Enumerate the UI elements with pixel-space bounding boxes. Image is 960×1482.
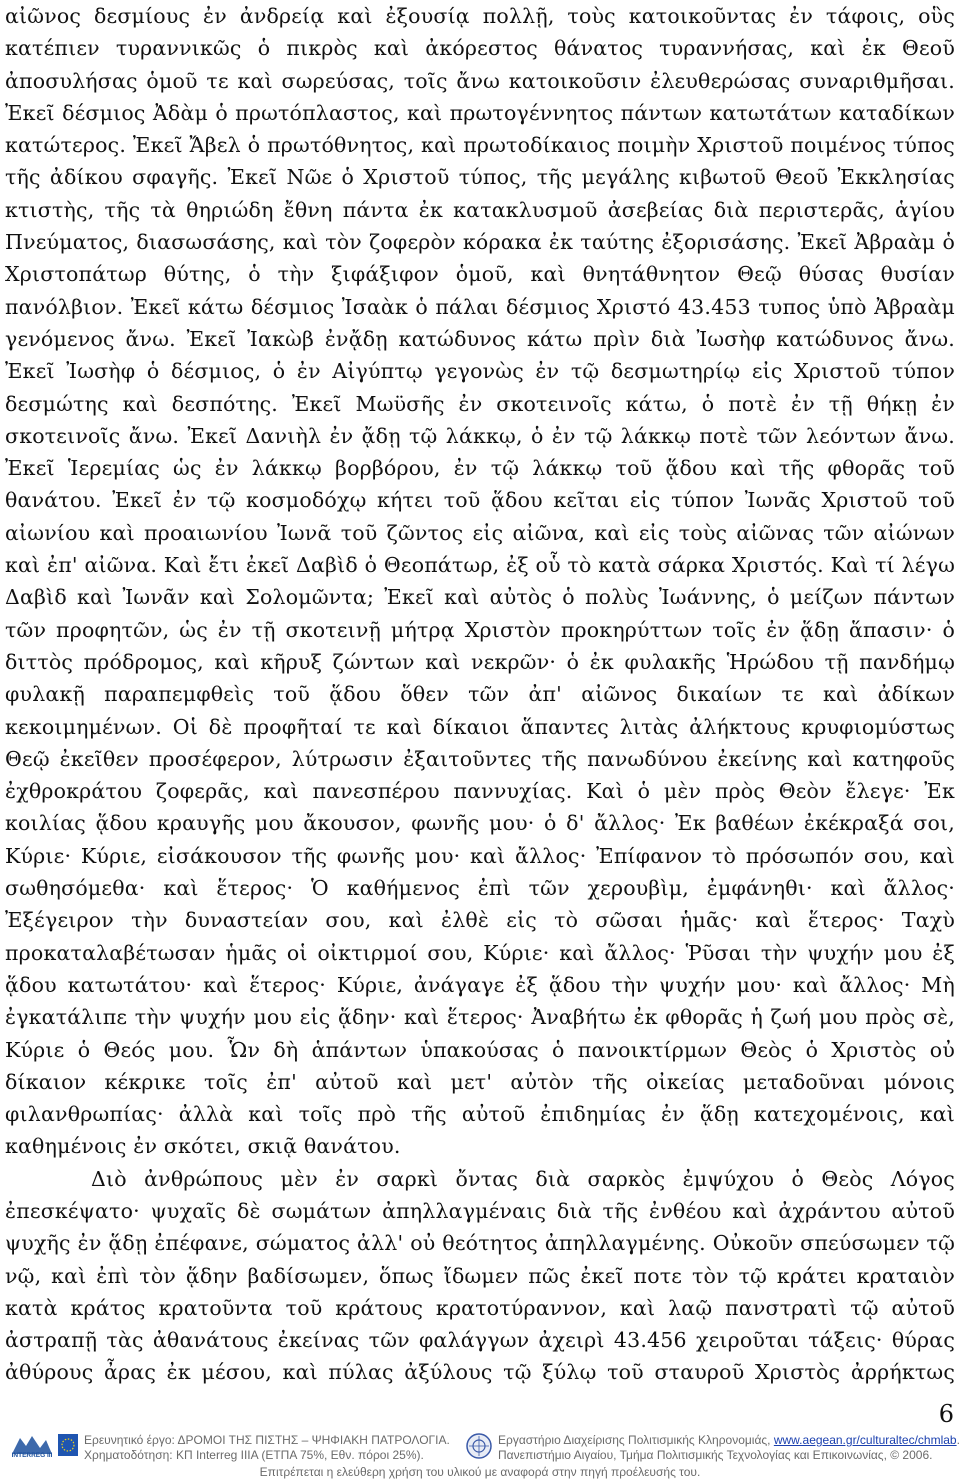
page-number: 6: [938, 1400, 954, 1428]
university-logo-icon: [466, 1433, 492, 1459]
footer-license-line: Επιτρέπεται η ελεύθερη χρήση του υλικού με αναφορά στην πηγή προέλευσής του.: [259, 1465, 701, 1479]
interreg-logo-icon: [10, 1432, 54, 1458]
footer-project-line: Ερευνητικό έργο: ΔΡΟΜΟΙ ΤΗΣ ΠΙΣΤΗΣ – ΨΗΦΙΑΚΗ ΠΑΤΡΟΛΟΓΙΑ.: [84, 1433, 450, 1447]
paragraph-1: αἰῶνος δεσμίους ἐν ἀνδρείᾳ καὶ ἐξουσίᾳ πολλῇ, τοὺς κατοικοῦντας ἐν τάφοις, οὓς κατέπιεν τυραννικῶς ὁ πικρὸς καὶ ἀκόρεστος θάνατος τυραννήσας, καὶ ἐκ Θεοῦ ἀποσυλήσας ὁμοῦ τε καὶ σωρεύσας, τοῖς ἄνω κατοικοῦσιν ἐλευθερώσας συναριθμῆσαι. Ἐκεῖ δέσμιος Ἀδὰμ ὁ πρωτόπλαστος, καὶ πρωτογέννητος πάντων κατωτάτων καταδίκων κατώτερος. Ἐκεῖ Ἄβελ ὁ πρωτόθνητος, καὶ πρωτοδίκαιος ποιμὴν Χριστοῦ ποιμένος τύπος τῆς ἀδίκου σφαγῆς. Ἐκεῖ Νῶε ὁ Χριστοῦ τύπος, τῆς μεγάλης κιβωτοῦ Θεοῦ Ἐκκλησίας κτιστὴς, τῆς τὰ θηριώδη ἔθνη πάντα ἐκ κατακλυσμοῦ ἀσεβείας διὰ περιστερᾶς, ἁγίου Πνεύματος, διασωσάσης, καὶ τὸν ζοφερὸν κόρακα ἐκ ταύτης ἐξορισάσης. Ἐκεῖ Ἀβραὰμ ὁ Χριστοπάτωρ θύτης, ὁ τὴν ξιφάξιφον ὁμοῦ, καὶ θνητάθνητον Θεῷ θύσας θυσίαν πανόλβιον. Ἐκεῖ κάτω δέσμιος Ἰσαὰκ ὁ πάλαι δέσμιος Χριστό 43.453 τυπος ὑπὸ Ἀβραὰμ γενόμενος ἄνω. Ἐκεῖ Ἰακὼβ ἐνᾄδῃ κατώδυνος κάτω πρὶν διὰ Ἰωσὴφ κατώδυνος ἄνω. Ἐκεῖ Ἰωσὴφ ὁ δέσμιος, ὁ ἐν Αἰγύπτῳ γεγονὼς ἐν τῷ δεσμωτηρίῳ εἰς Χριστοῦ τύπον δεσμώτης καὶ δεσπότης. Ἐκεῖ Μωϋσῆς ἐν σκοτεινοῖς κάτω, ὁ ποτὲ ἐν τῇ θήκῃ ἐν σκοτεινοῖς ἄνω. Ἐκεῖ Δανιὴλ ἐν ᾄδῃ τῷ λάκκῳ, ὁ ἐν τῷ λάκκῳ ποτὲ τῶν λεόντων ἄνω. Ἐκεῖ Ἱερεμίας ὡς ἐν λάκκῳ βορβόρου, ἐν τῷ λάκκῳ τοῦ ᾅδου καὶ τῆς φθορᾶς τοῦ θανάτου. Ἐκεῖ ἐν τῷ κοσμοδόχῳ κήτει τοῦ ᾅδου κεῖται εἰς τύπον Ἰωνᾶς Χριστοῦ τοῦ αἰωνίου καὶ προαιωνίου Ἰωνᾶ τοῦ ζῶντος εἰς αἰῶνα, καὶ εἰς τοὺς αἰῶνας τῶν αἰώνων καὶ ἐπ' αἰῶνα. Καὶ ἔτι ἐκεῖ Δαβὶδ ὁ Θεοπάτωρ, ἐξ οὗ τὸ κατὰ σάρκα Χριστός. Καὶ τί λέγω Δαβὶδ καὶ Ἰωνᾶν καὶ Σολομῶντα; Ἐκεῖ καὶ αὐτὸς ὁ πολὺς Ἰωάννης, ὁ μείζων πάντων τῶν προφητῶν, ὡς ἐν τῇ σκοτεινῇ μήτρᾳ Χριστὸν προκηρύττων τοῖς ἐν ᾅδῃ ἅπασιν· ὁ διττὸς πρόδρομος, καὶ κῆρυξ ζώντων καὶ νεκρῶν· ὁ ἐκ φυλακῆς Ἡρώδου τῇ πανδήμῳ φυλακῇ παραπεμφθεὶς τοῦ ᾅδου ὅθεν τῶν ἀπ' αἰῶνος δικαίων τε καὶ ἀδίκων κεκοιμημένων. Οἱ δὲ προφῆταί τε καὶ δίκαιοι ἅπαντες λιτὰς ἀλήκτους κρυφιομύστως Θεῷ ἐκεῖθεν προσέφερον, λύτρωσιν ἐξαιτοῦντες τῆς πανωδύνου ἐκείνης καὶ κατηφοῦς ἐχθροκράτου ζοφερᾶς, καὶ πανεσπέρου παννυχίας. Καὶ ὁ μὲν πρὸς Θεὸν ἔλεγε· Ἐκ κοιλίας ᾅδου κραυγῆς μου ἄκουσον, φωνῆς μου· ὁ δ' ἄλλος· Ἐκ βαθέων ἐκέκραξά σοι, Κύριε· Κύριε, εἰσάκουσον τῆς φωνῆς μου· καὶ ἄλλος· Ἐπίφανον τὸ πρόσωπόν σου, καὶ σωθησόμεθα· καὶ ἕτερος· Ὁ καθήμενος ἐπὶ τῶν χερουβὶμ, ἐμφάνηθι· καὶ ἄλλος· Ἐξέγειρον τὴν δυναστείαν σου, καὶ ἐλθὲ εἰς τὸ σῶσαι ἡμᾶς· καὶ ἕτερος· Ταχὺ προκαταλαβέτωσαν ἡμᾶς οἱ οἰκτιρμοί σου, Κύριε· καὶ ἄλλος· Ῥῦσαι τὴν ψυχήν μου ἐξ ᾅδου κατωτάτου· καὶ ἕτερος· Κύριε, ἀνάγαγε ἐξ ᾅδου τὴν ψυχήν μου· καὶ ἄλλος· Μὴ ἐγκατάλιπε τὴν ψυχήν μου εἰς ᾅδην· καὶ ἕτερος· Ἀναβήτω ἐκ φθορᾶς ἡ ζωή μου πρὸς σὲ, Κύριε ὁ Θεός μου. Ὧν δὴ ἁπάντων ὑπακούσας ὁ πανοικτίρμων Θεὸς ὁ Χριστὸς οὐ δίκαιον κέκρικε τοῖς ἐπ' αὐτοῦ καὶ μετ' αὐτὸν τῆς οἰκείας μεταδοῦναι μόνοις φιλανθρωπίας· ἀλλὰ καὶ τοῖς πρὸ τῆς αὐτοῦ ἐπιδημίας ἐν ᾅδῃ κατεχομένοις, καὶ καθημένοις ἐν σκότει, σκιᾷ θανάτου.: [5, 4, 955, 1159]
paragraph-2: Διὸ ἀνθρώπους μὲν ἐν σαρκὶ ὄντας διὰ σαρκὸς ἐμψύχου ὁ Θεὸς Λόγος ἐπεσκέψατο· ψυχαῖς δὲ σωμάτων ἀπηλλαγμέναις διὰ τῆς ἐνθέου καὶ ἀχράντου αὐτοῦ ψυχῆς ἐν ᾅδῃ ἐπέφανε, σώματος ἀλλ' οὐ θεότητος ἀπηλλαγμένης. Οὐκοῦν σπεύσωμεν τῷ νῷ, καὶ ἐπὶ τὸν ᾅδην βαδίσωμεν, ὅπως ἴδωμεν πῶς ἐκεῖ ποτε τὸν τῷ κράτει κραταιὸν κατὰ κράτος κρατοῦντα τοῦ κράτους κρατοτύραννον, καὶ λαῷ πανστρατὶ τῷ αὐτοῦ ἀστραπῇ τὰς ἀθανάτους ἐκείνας τῶν φαλάγγων ἀχειρὶ 43.456 χειροῦται τάξεις· θύρας ἀθύρους ἆρας ἐκ μέσου, καὶ πύλας ἀξύλους τῷ ξύλῳ τοῦ σταυροῦ Χριστὸς ἀρρήκτως: [5, 1166, 955, 1384]
footer-left-block: [84, 1433, 450, 1463]
interreg-logo-text: INTERREG III: [11, 1452, 53, 1458]
eu-flag-icon: [58, 1434, 78, 1456]
footer-lab-end: .: [956, 1433, 960, 1447]
footer-lab-line: [498, 1433, 958, 1448]
page-footer: [0, 1428, 960, 1482]
document-body: [5, 0, 955, 1384]
footer-lab-link[interactable]: www.aegean.gr/culturaltec/chmlab: [773, 1433, 957, 1447]
footer-lab-text: Εργαστήριο Διαχείρισης Πολιτισμικής Κληρονομιάς,: [498, 1433, 774, 1447]
footer-right-block: [498, 1433, 958, 1463]
footer-funding-line: Χρηματοδότηση: ΚΠ Interreg IIIA (ΕΤΠΑ 75%, Εθν. πόροι 25%).: [84, 1448, 424, 1462]
footer-university-line: Πανεπιστήμιο Αιγαίου, Τμήμα Πολιτισμικής Τεχνολογίας και Επικοινωνίας, © 2006.: [498, 1448, 933, 1462]
